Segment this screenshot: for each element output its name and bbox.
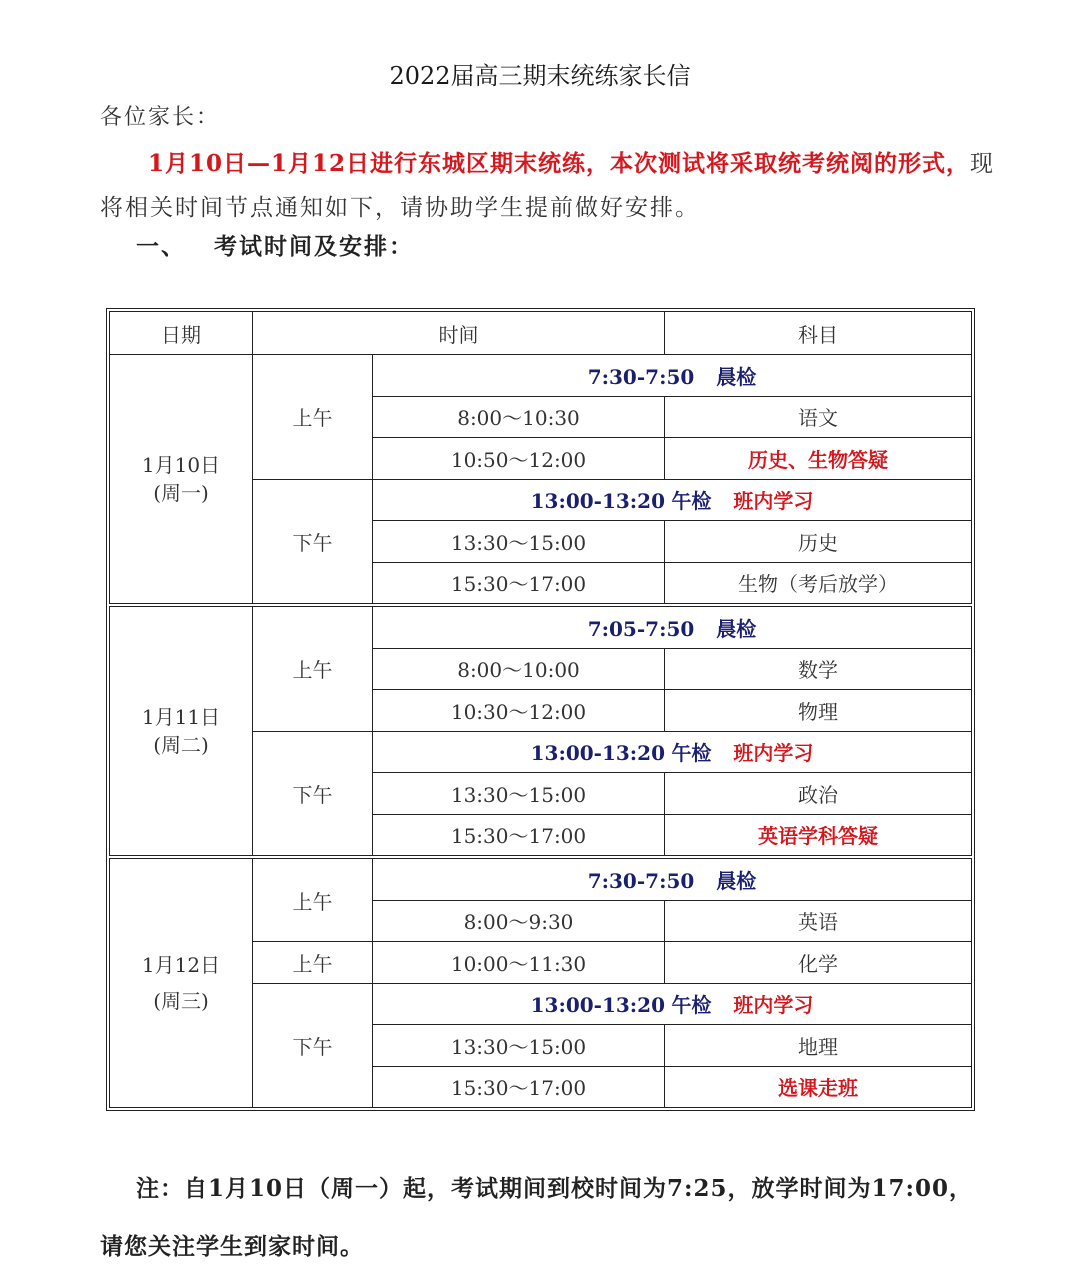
subject-cell: 语文	[665, 396, 972, 438]
note-line-2: 请您关注学生到家时间。	[100, 1233, 364, 1260]
intro-rest: 现将相关时间节点通知如下，请协助学生提前做好安排。	[100, 151, 996, 221]
date-cell	[110, 605, 253, 857]
period-cell: 上午	[253, 942, 373, 984]
subject-cell: 数学	[665, 648, 972, 690]
footer-note	[100, 1160, 1020, 1276]
section-number: 一、	[136, 233, 186, 260]
subject-cell: 英语	[665, 900, 972, 942]
check-time: 13:00-13:20	[530, 489, 666, 514]
time-cell: 8:00～10:30	[373, 396, 665, 438]
check-row-cell	[373, 731, 972, 773]
header-subject: 科目	[665, 312, 972, 355]
time-cell: 10:50～12:00	[373, 438, 665, 480]
subject-cell: 选课走班	[665, 1066, 972, 1108]
time-cell: 13:30～15:00	[373, 521, 665, 563]
period-cell: 下午	[253, 983, 373, 1108]
weekday-text: (周二)	[153, 733, 209, 757]
date-cell	[110, 857, 253, 1108]
subject-cell: 历史	[665, 521, 972, 563]
period-cell: 上午	[253, 355, 373, 480]
period-cell: 下午	[253, 479, 373, 605]
subject-cell: 生物（考后放学）	[665, 562, 972, 605]
header-time: 时间	[253, 312, 665, 355]
table-header-row	[110, 312, 972, 355]
time-cell: 15:30～17:00	[373, 814, 665, 857]
check-time: 7:30-7:50	[587, 364, 695, 389]
subject-cell: 历史、生物答疑	[665, 438, 972, 480]
check-label: 晨检	[716, 364, 757, 389]
check-row-cell	[373, 605, 972, 648]
check-label: 午检	[671, 993, 712, 1018]
check-time: 7:30-7:50	[587, 868, 695, 893]
subject-cell: 英语学科答疑	[665, 814, 972, 857]
date-text: 1月10日	[141, 453, 221, 477]
time-cell: 15:30～17:00	[373, 562, 665, 605]
subject-cell: 地理	[665, 1025, 972, 1067]
time-cell: 13:30～15:00	[373, 1025, 665, 1067]
document-title: 2022届高三期末统练家长信	[389, 62, 691, 90]
time-cell: 15:30～17:00	[373, 1066, 665, 1108]
schedule-table	[109, 311, 972, 1108]
section-heading	[136, 228, 414, 261]
check-time: 7:05-7:50	[587, 616, 695, 641]
table-row	[110, 857, 972, 900]
period-cell: 下午	[253, 731, 373, 857]
subject-cell: 化学	[665, 942, 972, 984]
table-row	[110, 605, 972, 648]
check-label: 晨检	[716, 868, 757, 893]
check-time: 13:00-13:20	[530, 741, 666, 766]
check-activity: 班内学习	[733, 489, 814, 514]
date-cell	[110, 355, 253, 606]
subject-cell: 政治	[665, 773, 972, 815]
period-cell: 上午	[253, 857, 373, 942]
table-row	[110, 355, 972, 397]
check-row-cell	[373, 857, 972, 900]
check-label: 午检	[671, 489, 712, 514]
intro-paragraph	[100, 142, 1000, 230]
weekday-text: (周一)	[153, 481, 209, 505]
schedule-table-frame	[106, 308, 975, 1111]
date-text: 1月11日	[141, 705, 221, 729]
check-row-cell	[373, 983, 972, 1025]
period-cell: 上午	[253, 605, 373, 731]
time-cell: 8:00～9:30	[373, 900, 665, 942]
greeting: 各位家长：	[100, 105, 221, 130]
note-line-1: 注：自1月10日（周一）起，考试期间到校时间为7:25，放学时间为17:00，	[136, 1175, 974, 1202]
subject-cell: 物理	[665, 690, 972, 732]
weekday-text: (周三)	[153, 989, 209, 1013]
header-date: 日期	[110, 312, 253, 355]
check-row-cell	[373, 479, 972, 521]
time-cell: 10:00～11:30	[373, 942, 665, 984]
check-activity: 班内学习	[733, 741, 814, 766]
check-time: 13:00-13:20	[530, 993, 666, 1018]
check-activity: 班内学习	[733, 993, 814, 1018]
time-cell: 8:00～10:00	[373, 648, 665, 690]
intro-highlight: 1月10日—1月12日进行东城区期末统练，本次测试将采取统考统阅的形式，	[148, 150, 971, 177]
check-label: 晨检	[716, 616, 757, 641]
check-row-cell	[373, 355, 972, 397]
section-title: 考试时间及安排：	[214, 233, 414, 260]
time-cell: 10:30～12:00	[373, 690, 665, 732]
check-label: 午检	[671, 741, 712, 766]
time-cell: 13:30～15:00	[373, 773, 665, 815]
date-text: 1月12日	[141, 953, 221, 977]
